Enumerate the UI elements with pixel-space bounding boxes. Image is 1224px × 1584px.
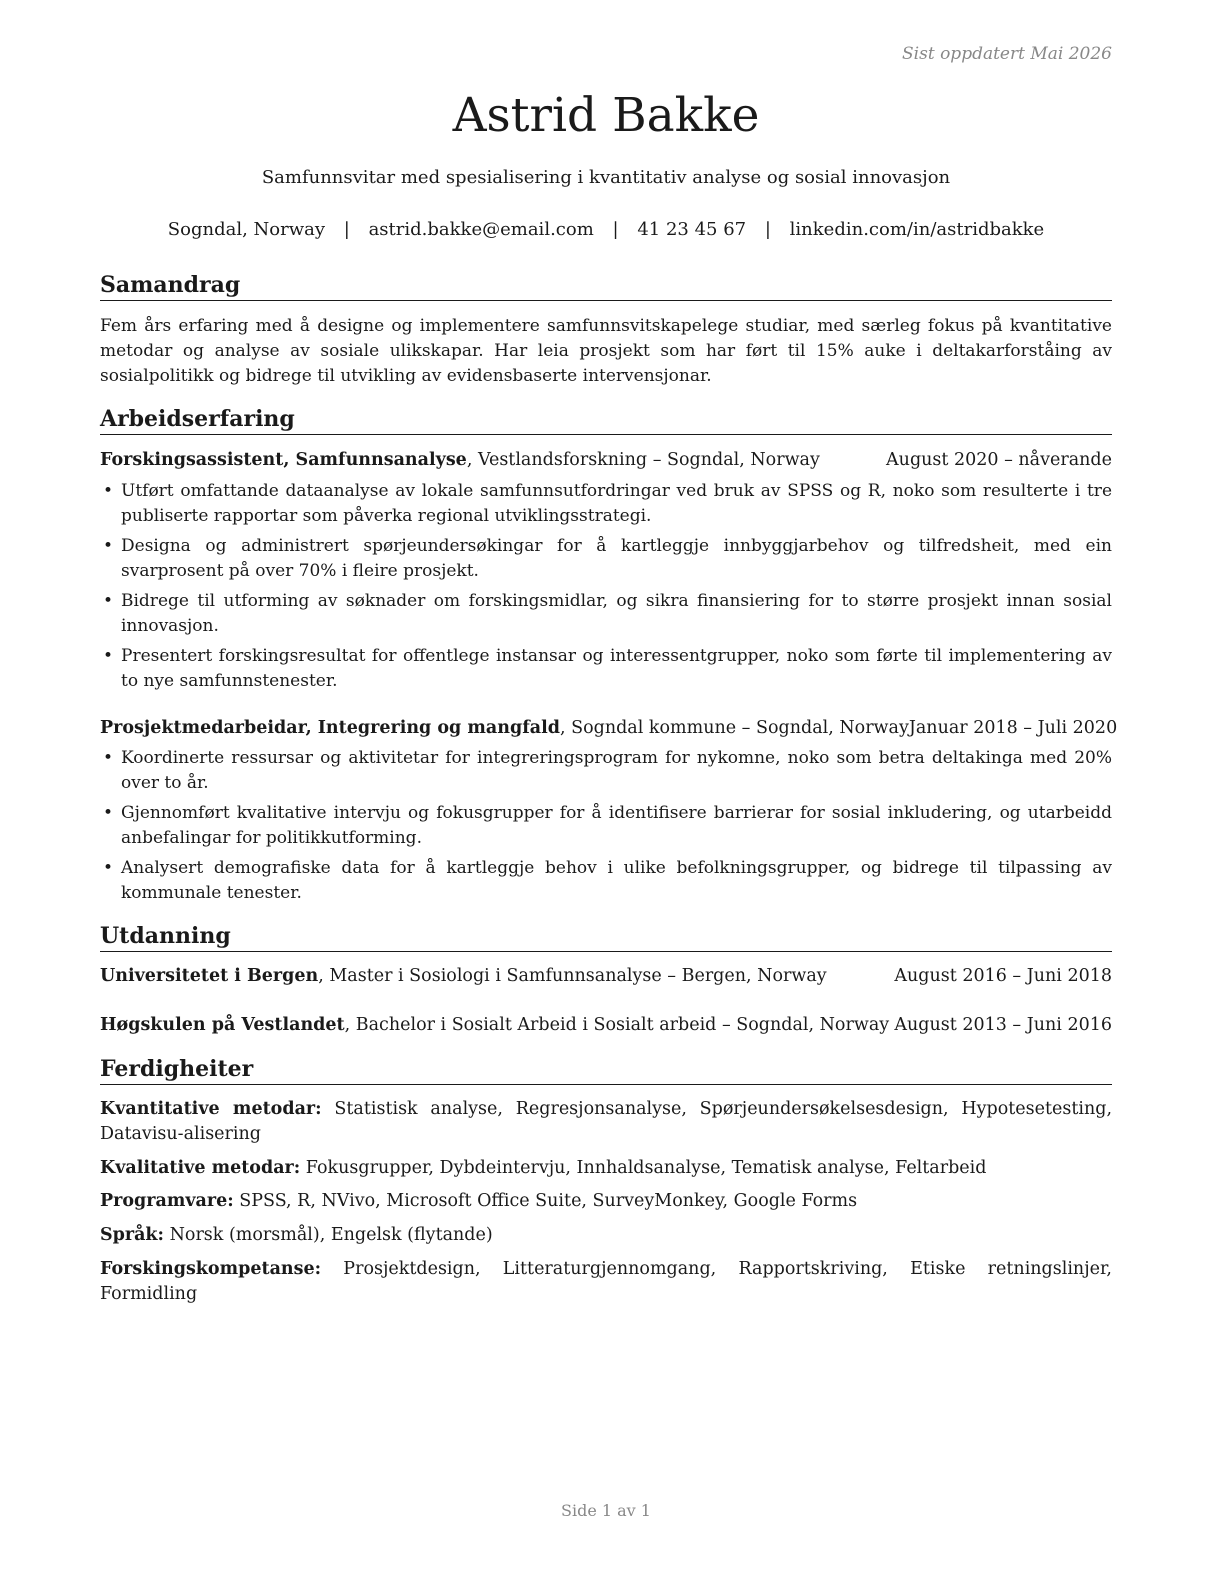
bullet-icon: • (103, 591, 114, 611)
section-title-skills: Ferdigheiter (100, 1055, 1112, 1085)
contact-separator: | (343, 219, 350, 240)
page-number: Side 1 av 1 (561, 1501, 651, 1520)
resume-page (100, 0, 1118, 1584)
job-role: Forskingsassistent, Samfunnsanalyse (100, 450, 467, 470)
bullet-icon: • (103, 646, 114, 666)
job-bullet-list (100, 479, 1112, 699)
education-title-line (100, 1013, 889, 1038)
education-dates: August 2016 – Juni 2018 (894, 966, 1112, 986)
list-item (100, 801, 1112, 851)
section-title-education: Utdanning (100, 922, 1112, 952)
contact-separator: | (764, 219, 771, 240)
job-header (100, 448, 1112, 473)
education-title-line (100, 964, 827, 989)
bullet-text: Analysert demografiske data for å kartleggje behov i ulike befolkningsgrupper, og bidrege til tilpassing av kommunale tenester. (121, 858, 1112, 903)
education-dates: August 2013 – Juni 2016 (894, 1015, 1112, 1035)
job-dates: Januar 2018 – Juli 2020 (908, 718, 1118, 738)
job-title-line (100, 716, 909, 741)
list-item (100, 856, 1112, 906)
last-updated-text: Sist oppdatert Mai 2026 (902, 44, 1112, 64)
education-item (100, 1013, 1112, 1038)
skill-row (100, 1223, 1112, 1248)
job-org: , Sogndal kommune – Sogndal, Norway (559, 718, 909, 738)
education-school: Universitetet i Bergen (100, 966, 319, 986)
skill-value: SPSS, R, NVivo, Microsoft Office Suite, SurveyMonkey, Google Forms (233, 1191, 858, 1211)
contact-phone: 41 23 45 67 (637, 219, 747, 240)
skill-label: Kvalitative metodar: (100, 1158, 301, 1178)
contact-line (100, 219, 1112, 240)
skill-row (100, 1257, 1112, 1307)
contact-email[interactable]: astrid.bakke@email.com (368, 219, 594, 240)
job-title-line (100, 448, 820, 473)
bullet-icon: • (103, 803, 114, 823)
bullet-icon: • (103, 536, 114, 556)
skill-label: Forskingskompetanse: (100, 1259, 322, 1279)
job-org: , Vestlandsforskning – Sogndal, Norway (466, 450, 820, 470)
bullet-text: Gjennomført kvalitative intervju og fokusgrupper for å identifisere barrierar for sosial inkludering, og utarbeidd anbefalingar for politikkutforming. (121, 803, 1112, 848)
bullet-icon: • (103, 748, 114, 768)
bullet-text: Bidrege til utforming av søknader om forskingsmidlar, og sikra finansiering for to større prosjekt innan sosial innovasjon. (121, 591, 1112, 636)
job-dates: August 2020 – nåverande (886, 450, 1112, 470)
bullet-text: Utført omfattande dataanalyse av lokale samfunnsutfordringar ved bruk av SPSS og R, noko som resulterte i tre publiserte rapportar som påverka regional utviklingsstrategi. (121, 481, 1112, 526)
education-item (100, 964, 1112, 989)
education-detail: , Bachelor i Sosialt Arbeid i Sosialt arbeid – Sogndal, Norway (344, 1015, 890, 1035)
list-item (100, 534, 1112, 584)
job-header (100, 716, 1118, 741)
skill-row (100, 1189, 1112, 1214)
bullet-text: Presentert forskingsresultat for offentlege instansar og interessentgrupper, noko som førte til implementering av to nye samfunnstenester. (121, 646, 1112, 691)
section-title-summary: Samandrag (100, 271, 1112, 301)
skill-row (100, 1156, 1112, 1181)
tagline: Samfunnsvitar med spesialisering i kvantitativ analyse og sosial innovasjon (261, 167, 951, 188)
contact-location: Sogndal, Norway (167, 219, 326, 240)
bullet-icon: • (103, 481, 114, 501)
skill-label: Programvare: (100, 1191, 234, 1211)
education-school: Høgskulen på Vestlandet (100, 1015, 345, 1035)
list-item (100, 479, 1112, 529)
education-detail: , Master i Sosiologi i Samfunnsanalyse – Bergen, Norway (318, 966, 827, 986)
bullet-icon: • (103, 858, 114, 878)
contact-linkedin[interactable]: linkedin.com/in/astridbakke (789, 219, 1045, 240)
list-item (100, 746, 1112, 796)
bullet-text: Designa og administrert spørjeundersøkingar for å kartleggje innbyggjarbehov og tilfredsheit, med ein svarprosent på over 70% i fleire prosjekt. (121, 536, 1112, 581)
skill-value: Statistisk analyse, Regresjonsanalyse, Spørjeundersøkelsesdesign, Hypotesetesting, Datavisu-alisering (100, 1099, 1113, 1144)
skill-label: Kvantitative metodar: (100, 1099, 322, 1119)
skill-row (100, 1097, 1112, 1147)
job-role: Prosjektmedarbeidar, Integrering og mangfald (100, 718, 560, 738)
section-title-experience: Arbeidserfaring (100, 405, 1112, 435)
skill-value: Fokusgrupper, Dybdeintervju, Innhaldsanalyse, Tematisk analyse, Feltarbeid (300, 1158, 987, 1178)
list-item (100, 589, 1112, 639)
summary-text: Fem års erfaring med å designe og implementere samfunnsvitskapelege studiar, med særleg fokus på kvantitative metodar og analyse av sosiale ulikskapar. Har leia prosjekt som har ført til 15% auke i deltakarforståing av sosialpolitikk og bidrege til utvikling av evidensbaserte intervensjonar. (100, 316, 1112, 386)
job-bullet-list (100, 746, 1112, 911)
person-name: Astrid Bakke (452, 88, 760, 143)
skill-value: Norsk (morsmål), Engelsk (flytande) (164, 1225, 493, 1245)
contact-separator: | (612, 219, 619, 240)
skill-label: Språk: (100, 1225, 165, 1245)
bullet-text: Koordinerte ressursar og aktivitetar for integreringsprogram for nykomne, noko som betra deltakinga med 20% over to år. (121, 748, 1112, 793)
skill-value: Prosjektdesign, Litteraturgjennomgang, Rapportskriving, Etiske retningslinjer, Formidling (100, 1259, 1112, 1304)
list-item (100, 644, 1112, 694)
